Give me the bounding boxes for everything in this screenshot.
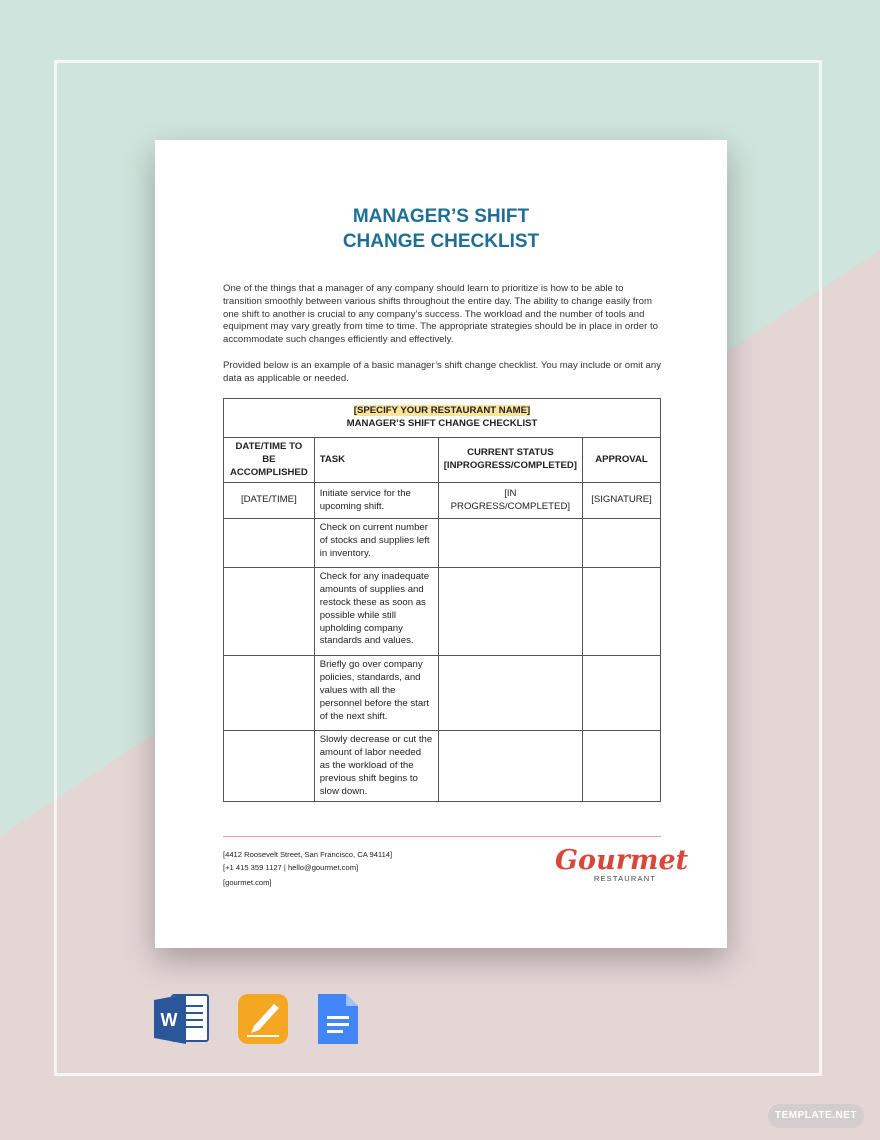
- google-docs-icon[interactable]: [318, 994, 358, 1044]
- pages-icon[interactable]: [238, 994, 288, 1044]
- row-status: [438, 656, 582, 731]
- title-line-2: CHANGE CHECKLIST: [342, 231, 540, 252]
- row-status: [438, 568, 582, 656]
- logo-name: Gourmet: [555, 845, 689, 876]
- table-row: [224, 519, 661, 568]
- word-letter: W: [160, 1010, 178, 1030]
- row-approval: [582, 519, 660, 568]
- row-approval: [582, 731, 660, 802]
- row-approval: [582, 568, 660, 656]
- table-row: [224, 483, 661, 519]
- intro-paragraph: One of the things that a manager of any company should learn to prioritize is how to be able to transition smoothly between various shifts throughout the entire day. The ability to change easily from one shift to another is crucial to any company’s success. The workload and the number of tools and equipment may vary greatly from time to time. The appropriate strategies should be in place in order to accommodate such changes efficiently and effectively.: [223, 283, 658, 346]
- table-row: [224, 731, 661, 802]
- table-row: [224, 568, 661, 656]
- footer-divider: [223, 836, 661, 837]
- row-status: [438, 519, 582, 568]
- row-date: [224, 656, 315, 731]
- table-title: MANAGER’S SHIFT CHANGE CHECKLIST: [346, 418, 538, 429]
- col-header-task: TASK: [314, 438, 438, 483]
- row-date: [DATE/TIME]: [224, 483, 315, 519]
- table-row: [224, 656, 661, 731]
- document-page: [155, 140, 727, 948]
- row-task: Check on current number of stocks and supplies left in inventory.: [314, 519, 438, 568]
- row-date: [224, 731, 315, 802]
- row-approval: [SIGNATURE]: [582, 483, 660, 519]
- table-title-row: [224, 399, 661, 438]
- row-date: [224, 568, 315, 656]
- page-title: [155, 204, 727, 254]
- template-net-badge[interactable]: TEMPLATE.NET: [768, 1104, 864, 1128]
- intro-paragraph-2: Provided below is an example of a basic manager’s shift change checklist. You may include or omit any data as applicable or needed.: [223, 360, 662, 384]
- row-status: [IN PROGRESS/COMPLETED]: [438, 483, 582, 519]
- logo-subtitle: RESTAURANT: [593, 874, 657, 883]
- gourmet-logo: [555, 845, 689, 883]
- row-task: Initiate service for the upcoming shift.: [314, 483, 438, 519]
- footer-web: [gourmet.com]: [223, 878, 272, 887]
- footer-contact: [+1 415 359 1127 | hello@gourmet.com]: [223, 863, 359, 872]
- col-header-approval: APPROVAL: [582, 438, 660, 483]
- table-title-cell: [224, 399, 661, 438]
- word-icon[interactable]: [154, 992, 210, 1046]
- row-approval: [582, 656, 660, 731]
- row-status: [438, 731, 582, 802]
- row-date: [224, 519, 315, 568]
- restaurant-name-placeholder: [SPECIFY YOUR RESTAURANT NAME]: [353, 405, 531, 417]
- checklist-table: [223, 398, 661, 802]
- column-header-row: [224, 438, 661, 483]
- col-header-date: DATE/TIME TO BE ACCOMPLISHED: [224, 438, 315, 483]
- row-task: Briefly go over company policies, standards, and values with all the personnel before the start of the next shift.: [314, 656, 438, 731]
- row-task: Check for any inadequate amounts of supplies and restock these as soon as possible while still upholding company standards and values.: [314, 568, 438, 656]
- footer-address: [4412 Roosevelt Street, San Francisco, CA 94114]: [223, 850, 393, 859]
- col-header-status: CURRENT STATUS [INPROGRESS/COMPLETED]: [438, 438, 582, 483]
- title-line-1: MANAGER’S SHIFT: [352, 206, 530, 227]
- row-task: Slowly decrease or cut the amount of labor needed as the workload of the previous shift begins to slow down.: [314, 731, 438, 802]
